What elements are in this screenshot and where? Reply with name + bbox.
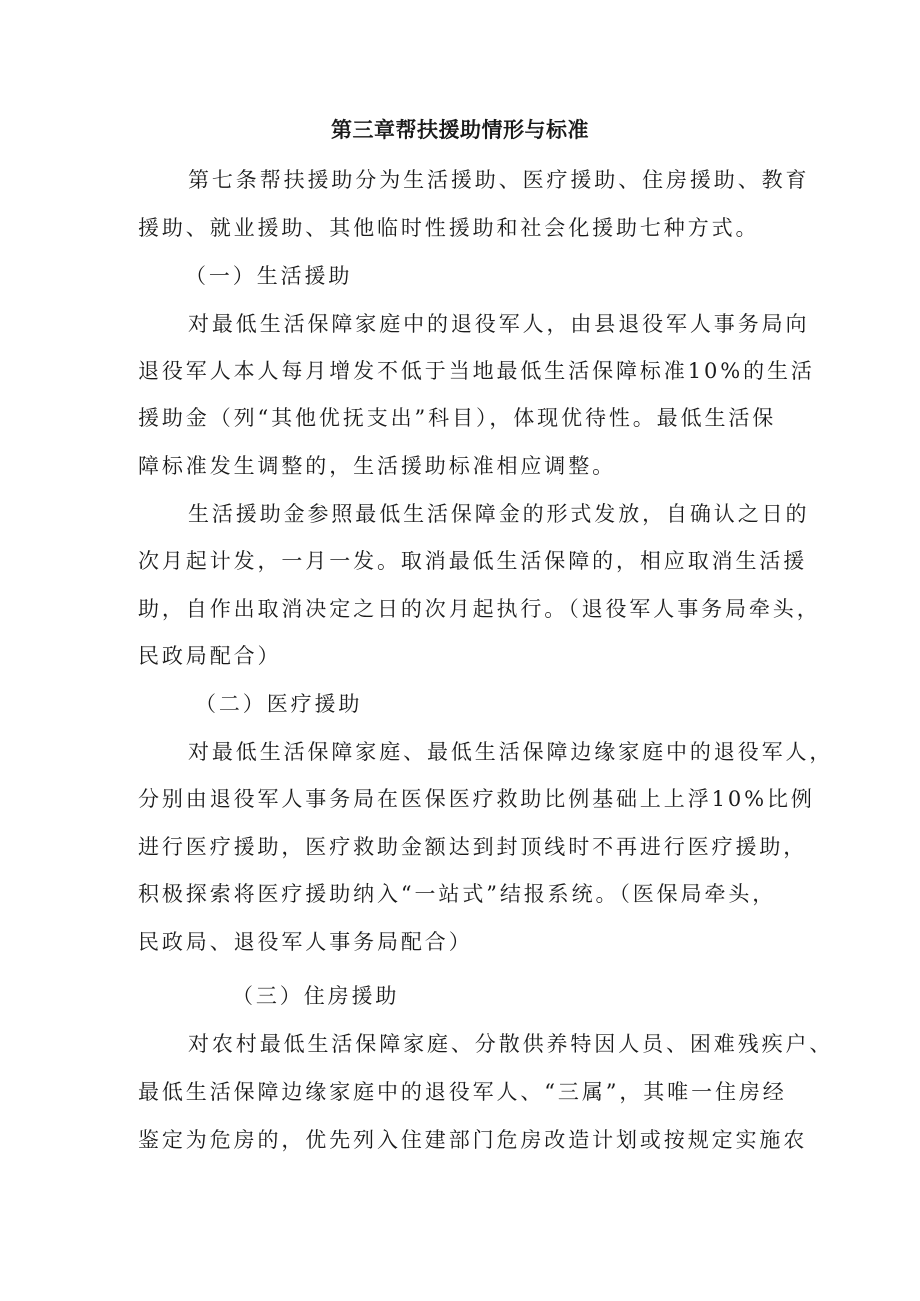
paragraph-line: 障标准发生调整的，生活援助标准相应调整。	[138, 454, 616, 478]
paragraph-line: 次月起计发，一月一发。取消最低生活保障的，相应取消生活援	[138, 549, 808, 573]
chapter-title: 第三章帮扶援助情形与标准	[331, 118, 589, 142]
paragraph-line: 最低生活保障边缘家庭中的退役军人、“三属”，其唯一住房经	[138, 1080, 787, 1104]
paragraph-line: 助，自作出取消决定之日的次月起执行。（退役军人事务局牵头，	[138, 597, 821, 621]
paragraph-line: 对最低生活保障家庭中的退役军人，由县退役军人事务局向	[188, 312, 810, 336]
section-heading-housing-aid: （三）住房援助	[232, 984, 400, 1008]
paragraph-line: 分别由退役军人事务局在医保医疗救助比例基础上上浮10%比例	[138, 787, 815, 811]
paragraph-line: 积极探索将医疗援助纳入“一站式”结报系统。（医保局牵头，	[138, 882, 777, 906]
paragraph-line: 生活援助金参照最低生活保障金的形式发放，自确认之日的	[188, 502, 810, 526]
paragraph-line: 援助金（列“其他优抚支出”科目），体现优待性。最低生活保	[138, 406, 777, 430]
section-heading-medical-aid: （二）医疗援助	[195, 692, 363, 716]
paragraph-line: 进行医疗援助，医疗救助金额达到封顶线时不再进行医疗援助，	[138, 835, 808, 859]
paragraph-line: 对农村最低生活保障家庭、分散供养特因人员、困难残疾户、	[188, 1032, 834, 1056]
paragraph-line: 民政局、退役军人事务局配合）	[138, 930, 473, 954]
paragraph-line: 鉴定为危房的，优先列入住建部门危房改造计划或按规定实施农	[138, 1128, 808, 1152]
paragraph-line: 民政局配合）	[138, 644, 282, 668]
paragraph-line: 对最低生活保障家庭、最低生活保障边缘家庭中的退役军人，	[188, 740, 834, 764]
paragraph-line: 援助、就业援助、其他临时性援助和社会化援助七种方式。	[138, 216, 760, 240]
section-heading-living-aid: （一）生活援助	[185, 264, 353, 288]
paragraph-line: 第七条帮扶援助分为生活援助、医疗援助、住房援助、教育	[188, 168, 810, 192]
paragraph-line: 退役军人本人每月增发不低于当地最低生活保障标准10%的生活	[138, 359, 815, 383]
